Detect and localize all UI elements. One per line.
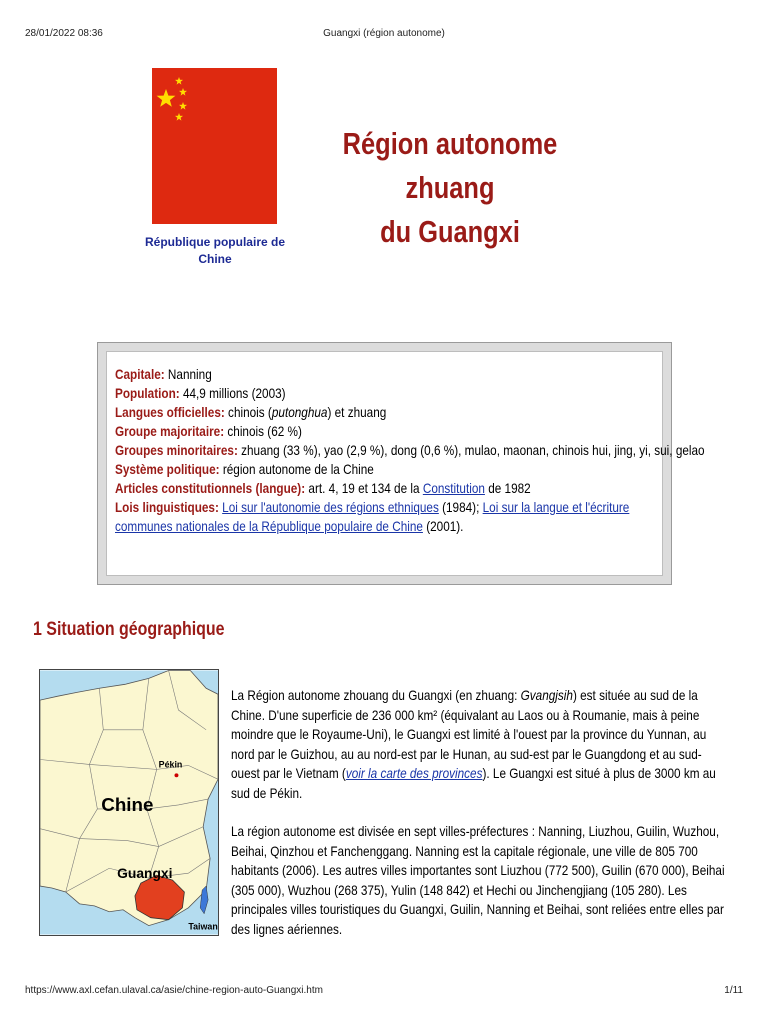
china-map xyxy=(39,669,219,936)
print-url: https://www.axl.cefan.ulaval.ca/asie/chine-region-auto-Guangxi.htm xyxy=(25,985,323,996)
china-flag xyxy=(152,68,277,224)
info-langues xyxy=(115,403,574,422)
page-title-line1: Région autonome zhuang xyxy=(342,126,558,205)
map-label-chine: Chine xyxy=(101,793,154,815)
info-value: 44,9 millions (2003) xyxy=(179,385,286,401)
section-title: 1 Situation géographique xyxy=(33,619,225,640)
flag-field xyxy=(152,68,277,224)
info-label: Langues officielles: xyxy=(115,404,225,420)
info-value: Nanning xyxy=(164,366,212,382)
page-title-line2: du Guangxi xyxy=(380,214,520,249)
map-label-guangxi: Guangxi xyxy=(117,865,173,882)
paragraph-text: La Région autonome zhouang du Guangxi (en zhuang: xyxy=(231,687,521,703)
info-box-inner xyxy=(106,351,705,576)
info-value: art. 4, 19 et 134 de la xyxy=(305,480,423,496)
map-label-taiwan: Taiwan xyxy=(188,921,218,932)
info-label: Capitale: xyxy=(115,366,165,382)
constitution-link[interactable]: Constitution xyxy=(422,480,485,496)
info-value: zhuang (33 %), yao (2,9 %), dong (0,6 %), mulao, maonan, chinois hui, jing, yi, sui, gelao xyxy=(237,442,705,458)
loi-autonomie-link[interactable]: Loi sur l'autonomie des régions ethniques xyxy=(222,499,439,515)
paragraph-text: ) est située au sud de la Chine. D'une superficie de 236 000 km² (équivalant au Laos ou à Roumanie, mais à peine moindre que le Royaume-Uni), le Guangxi est limité à l'ouest par la province du Yunnan, au nord par le Guizhou, au au nord-est par le Hunan, au sud-est par le Guangdong et au sud-ouest par le Vietnam ( xyxy=(231,687,707,781)
print-title: Guangxi (région autonome) xyxy=(323,28,445,39)
info-value: chinois ( xyxy=(224,404,272,420)
info-value: ) et zhuang xyxy=(327,404,387,420)
info-label: Articles constitutionnels (langue): xyxy=(115,480,306,496)
info-systeme xyxy=(115,460,574,479)
map-pekin-marker xyxy=(174,773,178,777)
info-value: région autonome de la Chine xyxy=(219,461,374,477)
info-label: Population: xyxy=(115,385,180,401)
info-label: Lois linguistiques: xyxy=(115,499,219,515)
info-value: chinois (62 %) xyxy=(224,423,302,439)
info-articles xyxy=(115,479,574,498)
print-date: 28/01/2022 08:36 xyxy=(25,28,103,39)
info-box xyxy=(97,342,705,585)
map-label-pekin: Pékin xyxy=(158,759,183,770)
content-paragraphs xyxy=(231,686,727,958)
paragraph-villes: La région autonome est divisée en sept villes-préfectures : Nanning, Liuzhou, Guilin, Wuzhou, Beihai, Qinzhou et Fanchenggang. Nanning est la capitale régionale, une ville de 805 700 habitants (2006). Les autres villes importantes sont Liuzhou (772 500), Guilin (670 000), Beihai (305 000), Wuzhou (268 375), Yulin (148 842) et Hechi ou Jinchengjiang (105 280). Les principales villes touristiques du Guangxi, Guilin, Nanning et Beihai, sont reliées entre elles par des lignes aériennes. xyxy=(231,823,725,937)
info-value: de 1982 xyxy=(484,480,531,496)
info-value-italic: putonghua xyxy=(271,404,328,420)
print-page-number: 1/11 xyxy=(724,985,743,996)
info-groupe-majoritaire xyxy=(115,422,574,441)
paragraph-italic: Gvangjsih xyxy=(520,687,573,703)
flag-caption: République populaire de Chine xyxy=(144,235,285,266)
info-value: (2001). xyxy=(422,518,464,534)
info-value: (1984); xyxy=(438,499,483,515)
paragraph-text: ). Le Guangxi est situé à plus de 3000 km au sud de Pékin. xyxy=(231,765,716,801)
loi-langue-link[interactable]: Loi sur la langue et l'écriture communes nationales de la République populaire de Chine xyxy=(115,499,630,534)
page-title xyxy=(311,122,590,254)
paragraph-situation xyxy=(231,686,727,803)
info-label: Groupe majoritaire: xyxy=(115,423,225,439)
info-capitale xyxy=(115,365,574,384)
info-label: Groupes minoritaires: xyxy=(115,442,238,458)
info-lois xyxy=(115,498,653,536)
info-population xyxy=(115,384,574,403)
info-groupes-minoritaires xyxy=(115,441,705,460)
print-header xyxy=(0,28,768,42)
info-label: Système politique: xyxy=(115,461,220,477)
carte-provinces-link[interactable]: voir la carte des provinces xyxy=(345,765,483,781)
